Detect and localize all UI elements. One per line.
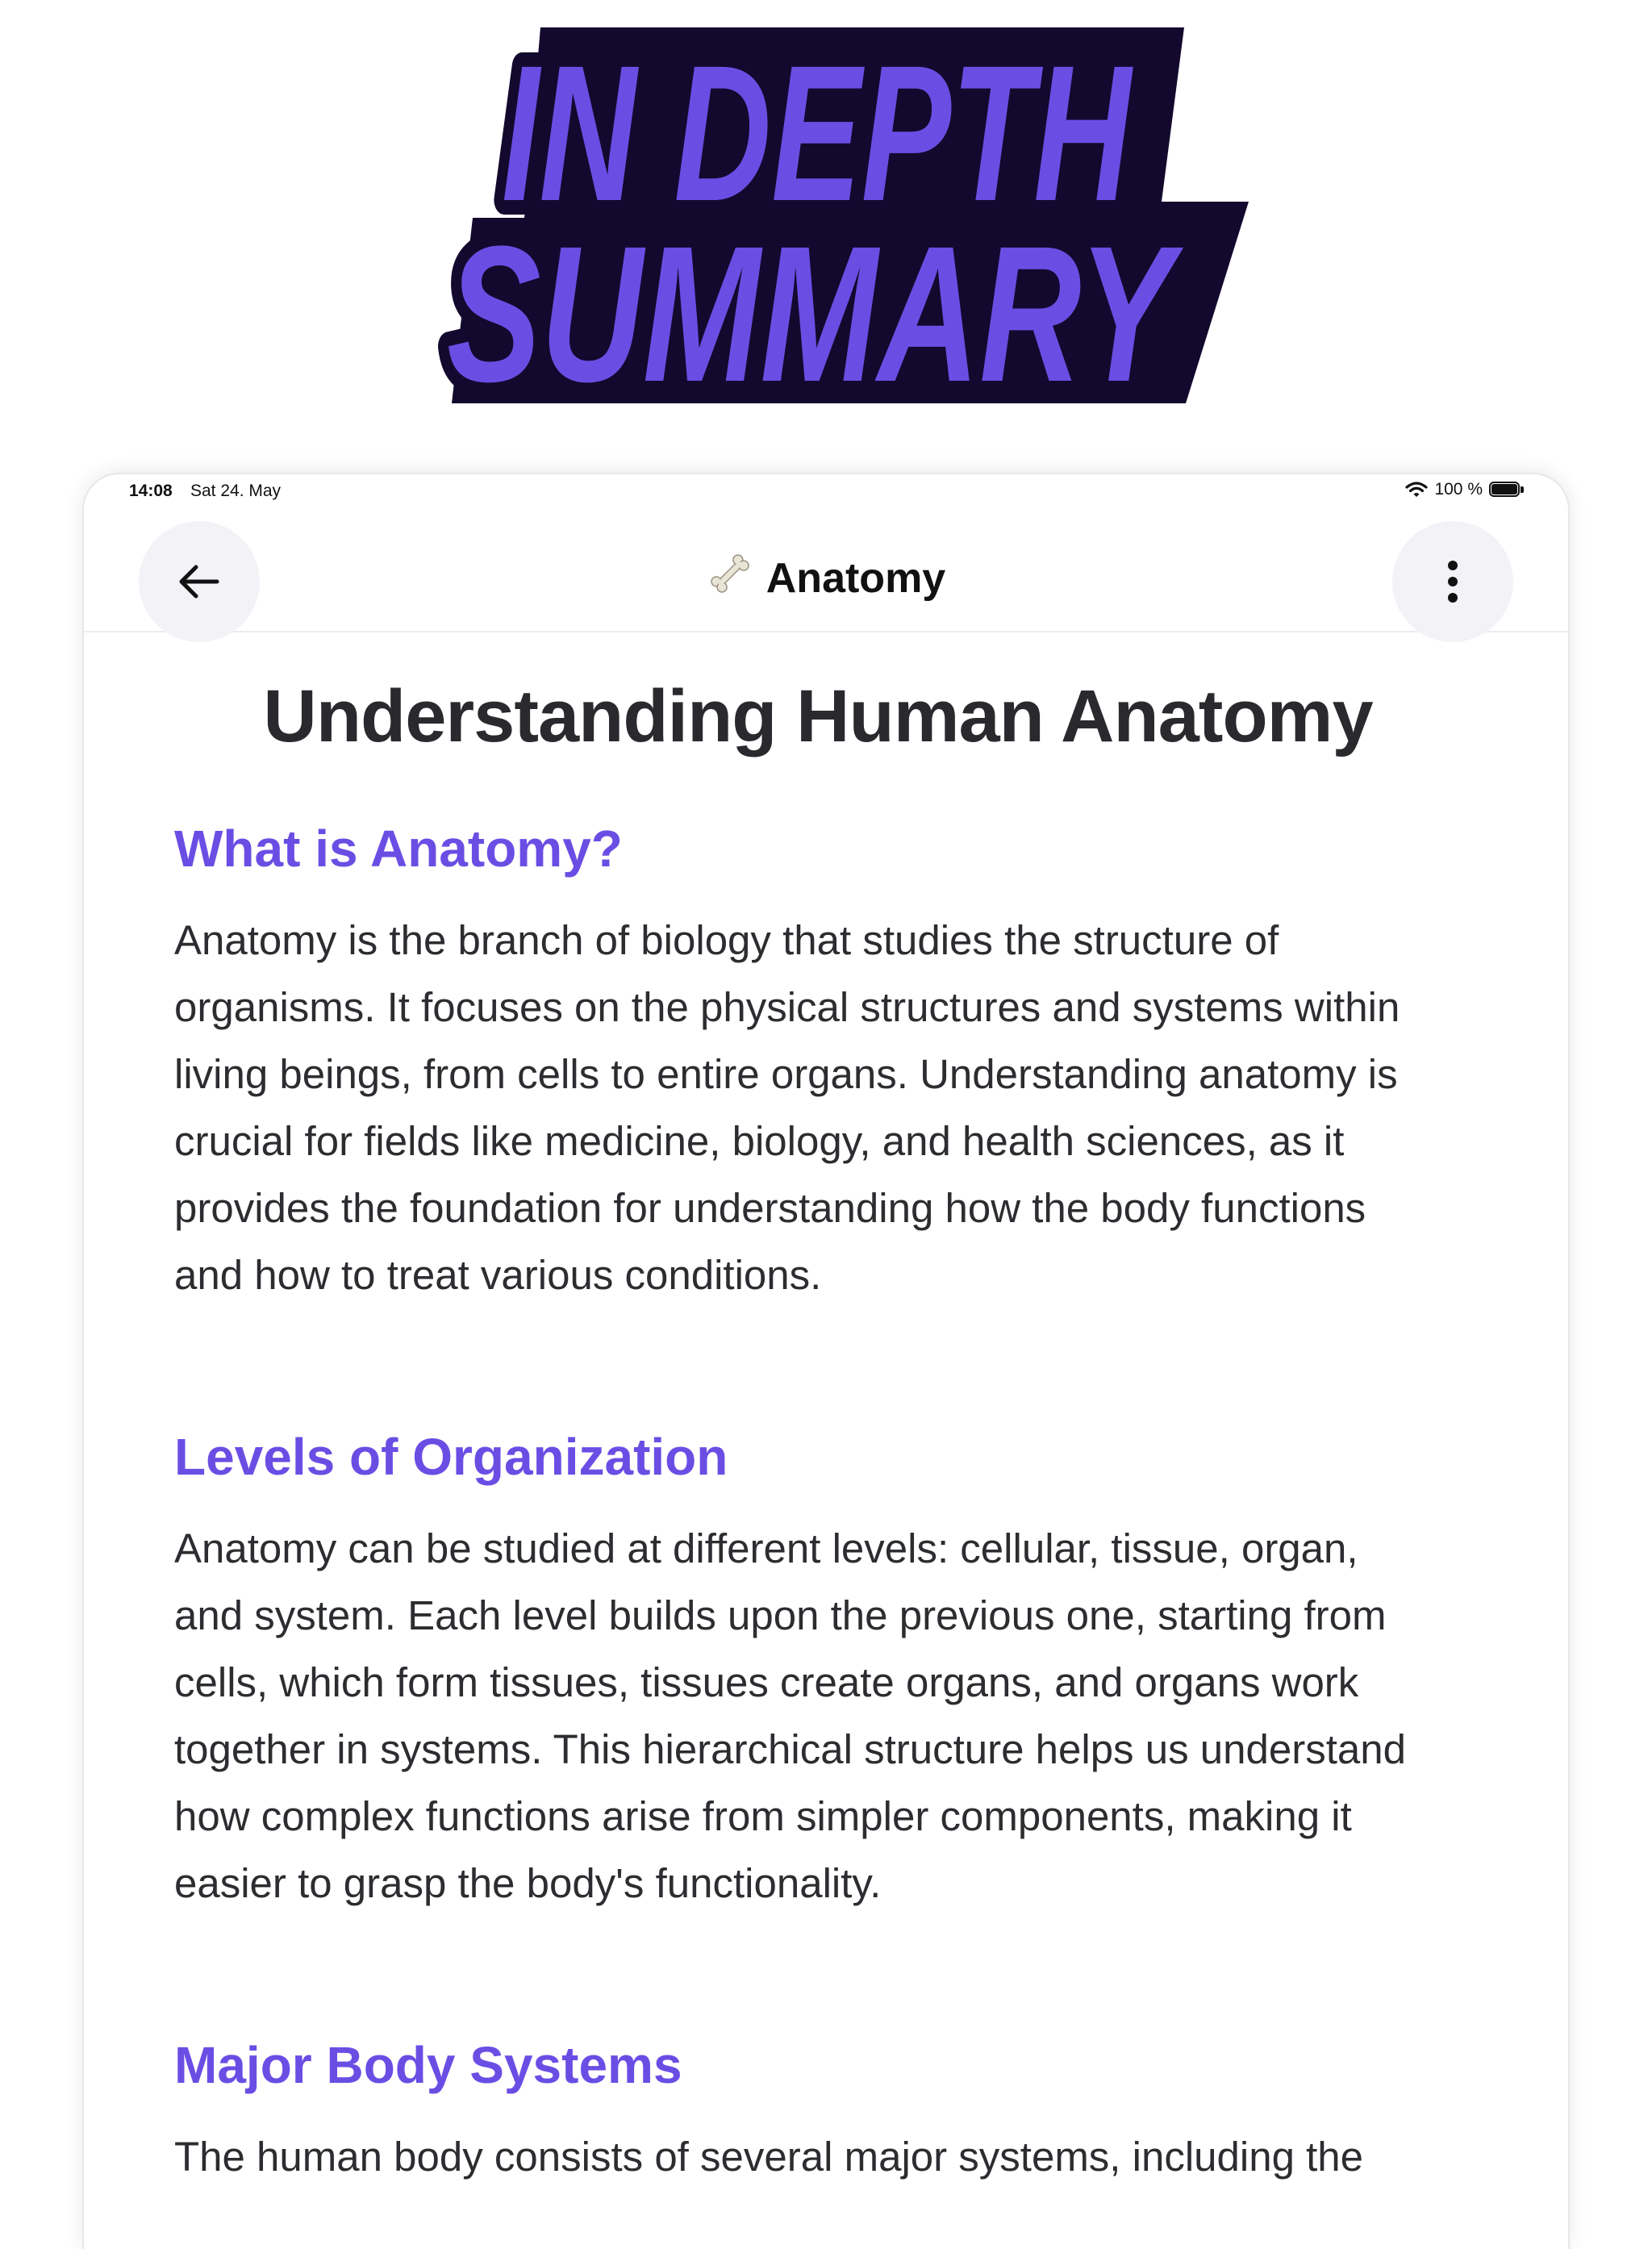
nav-title-text: Anatomy <box>766 555 946 602</box>
navigation-bar <box>84 510 1568 632</box>
section-body <box>174 1515 1481 1917</box>
text-line: cells, which form tissues, tissues create organs, and organs work <box>174 1659 1359 1705</box>
section-major-body-systems <box>174 2033 1481 2190</box>
text-line: together in systems. This hierarchical structure helps us understand <box>174 1726 1406 1772</box>
vertical-ellipsis-icon <box>1446 559 1459 604</box>
section-what-is-anatomy <box>174 816 1481 1308</box>
text-line: living beings, from cells to entire organs. Understanding anatomy is <box>174 1051 1398 1097</box>
text-line: The human body consists of several major systems, including the <box>174 2134 1364 2180</box>
section-heading: Levels of Organization <box>174 1428 728 1486</box>
section-body <box>174 2123 1481 2190</box>
status-time: 14:08 <box>129 482 173 500</box>
text-line: easier to grasp the body's functionality. <box>174 1860 882 1906</box>
text-line: Anatomy is the branch of biology that studies the structure of <box>174 917 1279 963</box>
nav-title <box>84 550 1568 603</box>
text-line: and system. Each level builds upon the previous one, starting from <box>174 1592 1387 1638</box>
article-title: Understanding Human Anatomy <box>263 675 1373 757</box>
text-line: crucial for fields like medicine, biology, and health sciences, as it <box>174 1118 1345 1164</box>
section-body <box>174 907 1481 1308</box>
article-content <box>174 668 1481 2190</box>
text-line: provides the foundation for understanding how the body functions <box>174 1185 1366 1231</box>
promo-line-1: IN DEPTH <box>502 25 1134 241</box>
section-levels-of-organization <box>174 1425 1481 1917</box>
section-heading: What is Anatomy? <box>174 820 623 878</box>
section-heading: Major Body Systems <box>174 2036 682 2094</box>
promo-headline <box>0 0 1652 436</box>
bone-icon <box>707 550 753 597</box>
promo-line-2: SUMMARY <box>447 206 1184 422</box>
text-line: organisms. It focuses on the physical structures and systems within <box>174 984 1400 1030</box>
battery-icon <box>1489 482 1525 499</box>
text-line: how complex functions arise from simpler components, making it <box>174 1793 1352 1839</box>
device-screen <box>84 474 1568 2249</box>
battery-percentage: 100 % <box>1434 480 1483 499</box>
text-line: and how to treat various conditions. <box>174 1252 822 1298</box>
battery-fill <box>1491 484 1517 494</box>
status-bar <box>84 474 1568 510</box>
status-indicators <box>1405 480 1525 499</box>
wifi-icon <box>1405 481 1428 499</box>
more-options-button[interactable] <box>1392 521 1513 642</box>
status-date: Sat 24. May <box>190 482 282 500</box>
text-line: Anatomy can be studied at different levels: cellular, tissue, organ, <box>174 1525 1358 1571</box>
